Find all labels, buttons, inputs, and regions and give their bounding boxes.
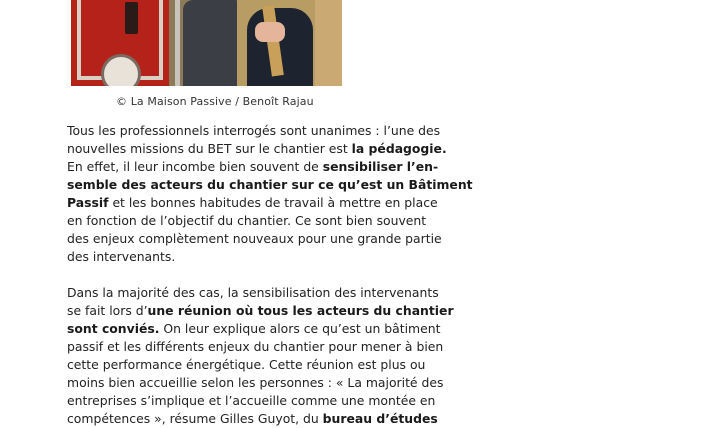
p2-emphasis-bureau-etudes: bureau d’études xyxy=(322,411,438,426)
p2-line-4: passif et les différents enjeux du chantier pour mener à bien xyxy=(67,339,444,354)
p1-line-5 xyxy=(67,194,447,212)
p1-line-3-text: En effet, il leur incombe bien souvent de xyxy=(67,159,323,174)
blower-device-shape xyxy=(125,2,138,34)
p2-line-5: cette performance énergétique. Cette réunion est plus ou xyxy=(67,357,426,372)
right-wall-shape xyxy=(315,0,342,86)
p2-line-6: moins bien accueillie selon les personnes : « La majorité des xyxy=(67,375,444,390)
p2-line-2 xyxy=(67,302,454,320)
p2-line-7: entreprises s’implique et l’accueille comme une montée en xyxy=(67,393,436,408)
gauge-shape xyxy=(101,54,141,86)
p2-line-1: Dans la majorité des cas, la sensibilisation des intervenants xyxy=(67,285,439,300)
p1-line-8: des intervenants. xyxy=(67,249,176,264)
p2-line-2-text: se fait lors d’ xyxy=(67,303,148,318)
p1-line-6: en fonction de l’objectif du chantier. Ce sont bien souvent xyxy=(67,213,427,228)
p1-emphasis-sensibiliser: sensibiliser l’en- xyxy=(322,159,439,174)
p1-line-2 xyxy=(67,140,447,158)
p2-line-3 xyxy=(67,320,447,338)
p1-line-4 xyxy=(67,176,473,194)
p1-emphasis-pedagogie: la pédagogie. xyxy=(351,141,447,156)
p1-line-7: des enjeux complètement nouveaux pour une grande partie xyxy=(67,231,442,246)
p1-emphasis-ensemble: semble des acteurs du chantier sur ce qu’est un Bâtiment xyxy=(67,177,473,192)
paragraph-2 xyxy=(67,284,454,428)
p1-line-2-text: nouvelles missions du BET sur le chantier est xyxy=(67,141,352,156)
hands-shape xyxy=(255,22,285,42)
article-photo xyxy=(71,0,342,86)
p1-line-5-text: et les bonnes habitudes de travail à mettre en place xyxy=(108,195,438,210)
paragraph-1 xyxy=(67,122,473,266)
p1-line-1: Tous les professionnels interrogés sont unanimes : l’une des xyxy=(67,123,441,138)
photo-caption: © La Maison Passive / Benoît Rajau xyxy=(116,95,314,108)
p2-emphasis-reunion: une réunion où tous les acteurs du chantier xyxy=(147,303,454,318)
p2-line-3-text: On leur explique alors ce qu’est un bâtiment xyxy=(159,321,441,336)
person-left-shape xyxy=(183,0,245,86)
p2-emphasis-convies: sont conviés. xyxy=(67,321,160,336)
p2-line-8-text: compétences », résume Gilles Guyot, du xyxy=(67,411,323,426)
p2-line-8 xyxy=(67,410,447,428)
p1-line-3 xyxy=(67,158,447,176)
p1-emphasis-passif: Passif xyxy=(67,195,109,210)
pole-shape xyxy=(175,0,180,86)
